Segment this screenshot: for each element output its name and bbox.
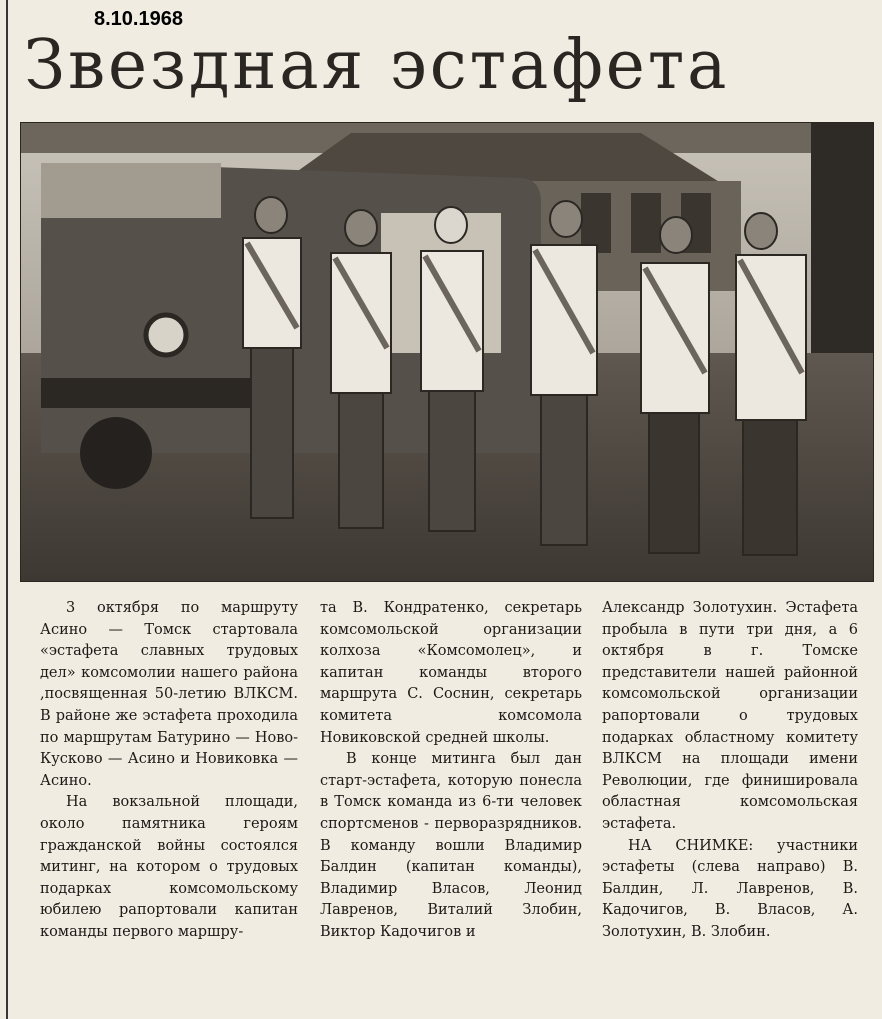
page-edge-rule [6, 0, 8, 1019]
paragraph: 3 октября по маршруту Асино — Томск стартовала «эстафета славных трудовых дел» комсомолии нашего района ,посвященная 50-летию ВЛКСМ. В районе же эстафета проходила по маршрутам Батурино — Ново-Кусково — Асино и Новиковка — Асино. [40, 600, 298, 789]
photo-caption: НА СНИМКЕ: участники эстафеты (слева направо) В. Балдин, Л. Лавренов, В. Кадочигов, В. Власов, А. Золотухин, В. Злобин. [602, 837, 858, 940]
date-stamp: 8.10.1968 [94, 8, 183, 30]
headline: Звездная эстафета [24, 26, 730, 105]
paragraph: На вокзальной площади, около памятника героям гражданской войны состоялся митинг, на котором о трудовых подарках комсомольскому юбилею рапортовали капитан команды первого маршру- [40, 794, 298, 940]
article-photo [20, 122, 874, 582]
article-column-1 [40, 598, 298, 944]
article-column-3 [602, 598, 858, 944]
article-column-2 [320, 598, 582, 944]
paragraph: В конце митинга был дан старт-эстафета, которую понесла в Томск команда из 6-ти человек спортсменов - перворазрядников. В команду вошли Владимир Балдин (капитан команды), Владимир Власов, Леонид Лавренов, Виталий Злобин, Виктор Кадочигов и [320, 751, 582, 940]
paragraph: Александр Золотухин. Эстафета пробыла в пути три дня, а 6 октября в г. Томске представители нашей районной комсомольской организации рапортовали о трудовых подарках областному комитету ВЛКСМ на площади имени Революции, где финишировала областная комсомольская эстафета. [602, 600, 858, 832]
paragraph: та В. Кондратенко, секретарь комсомольской организации колхоза «Комсомолец», и капитан команды второго маршрута С. Соснин, секретарь комитета комсомола Новиковской средней школы. [320, 600, 582, 746]
